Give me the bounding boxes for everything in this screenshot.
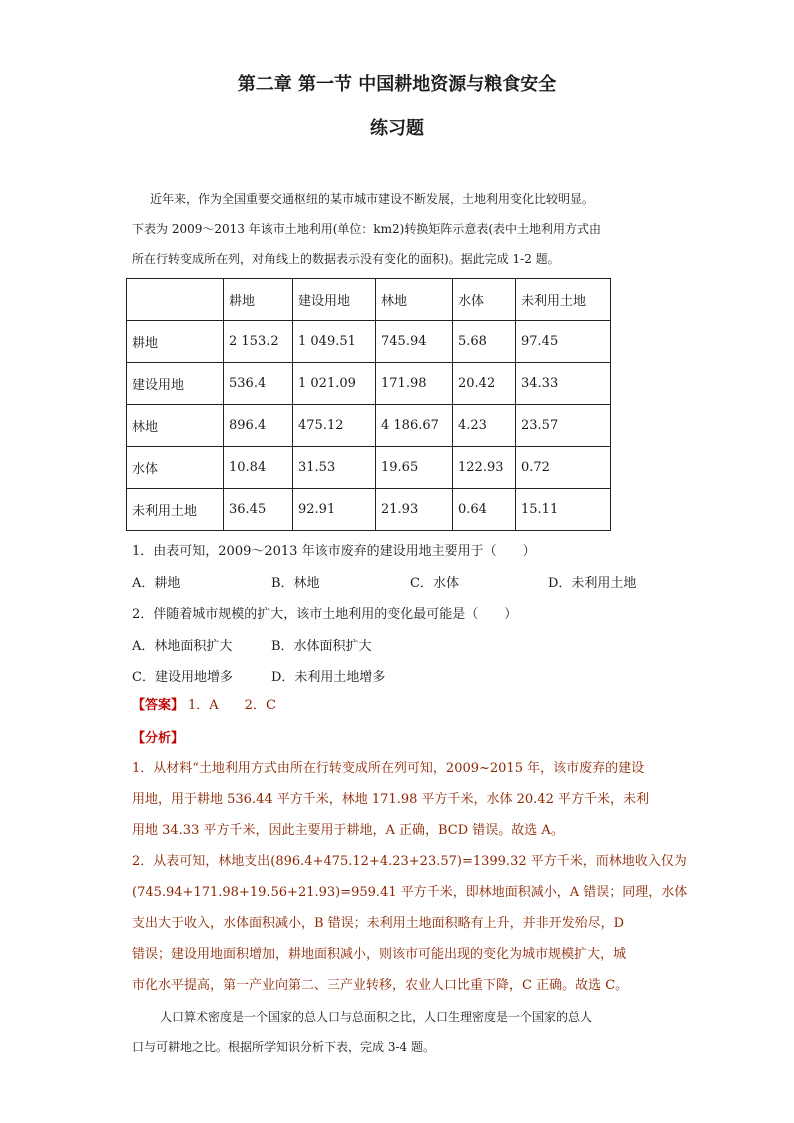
table-cell: 4.23 — [453, 405, 516, 447]
table-cell: 1 021.09 — [293, 363, 376, 405]
question-1-option-a: A．耕地 — [132, 576, 181, 591]
explanation-line: 1．从材料“土地利用方式由所在行转变成所在列可知，2009~2015 年，该市废弃的建设 — [132, 761, 645, 776]
table-header-row — [127, 279, 611, 321]
question-2-option-a: A．林地面积扩大 — [132, 639, 233, 654]
answer-value: 1．A 2．C — [188, 698, 276, 713]
table-cell: 745.94 — [376, 321, 453, 363]
density-intro-paragraph — [132, 1002, 692, 1062]
table-header-cell: 未利用土地 — [516, 279, 611, 321]
table-row — [127, 405, 611, 447]
table-row — [127, 321, 611, 363]
table-cell: 536.4 — [224, 363, 293, 405]
intro-line: 所在行转变成所在列，对角线上的数据表示没有变化的面积)。据此完成 1-2 题。 — [132, 252, 560, 266]
answer-line — [132, 694, 276, 713]
row-label-cell: 建设用地 — [127, 363, 224, 405]
table-cell: 36.45 — [224, 489, 293, 531]
table-cell: 5.68 — [453, 321, 516, 363]
table-cell: 475.12 — [293, 405, 376, 447]
question-1-option-b: B．林地 — [271, 576, 320, 591]
intro-paragraph — [132, 184, 692, 274]
paragraph-line: 口与可耕地之比。根据所学知识分析下表，完成 3-4 题。 — [132, 1040, 435, 1054]
page-subtitle: 练习题 — [370, 118, 424, 139]
explanation-line: 用地 34.33 平方千米，因此主要用于耕地，A 正确，BCD 错误。故选 A。 — [132, 823, 564, 838]
table-cell: 21.93 — [376, 489, 453, 531]
explanation-line: 支出大于收入，水体面积减小，B 错误；未利用土地面积略有上升，并非开发殆尽，D — [132, 916, 625, 931]
intro-line: 下表为 2009～2013 年该市土地利用(单位：km2)转换矩阵示意表(表中土地利用方式由 — [132, 222, 602, 236]
question-1-option-c: C．水体 — [410, 576, 459, 591]
table-cell: 23.57 — [516, 405, 611, 447]
question-1-stem: 1．由表可知，2009～2013 年该市废弃的建设用地主要用于（ ） — [132, 544, 536, 559]
page-title: 第二章 第一节 中国耕地资源与粮食安全 — [237, 74, 557, 95]
row-label-cell: 耕地 — [127, 321, 224, 363]
question-2-option-d: D．未利用土地增多 — [271, 670, 386, 685]
table-cell: 15.11 — [516, 489, 611, 531]
table-cell: 2 153.2 — [224, 321, 293, 363]
table-header-cell: 林地 — [376, 279, 453, 321]
table-cell: 896.4 — [224, 405, 293, 447]
table-cell: 122.93 — [453, 447, 516, 489]
analysis-tag: 【分析】 — [132, 731, 185, 746]
question-2-stem: 2．伴随着城市规模的扩大，该市土地利用的变化最可能是（ ） — [132, 607, 518, 622]
question-2-option-b: B．水体面积扩大 — [271, 639, 372, 654]
land-use-table — [126, 278, 611, 531]
table-header-cell — [127, 279, 224, 321]
explanation-line: 错误；建设用地面积增加，耕地面积减小，则该市可能出现的变化为城市规模扩大，城 — [132, 947, 627, 962]
row-label-cell: 未利用土地 — [127, 489, 224, 531]
explanation-line: 2．从表可知，林地支出(896.4+475.12+4.23+23.57)=1399.32 平方千米，而林地收入仅为 — [132, 854, 687, 869]
table-cell: 0.64 — [453, 489, 516, 531]
table-cell: 4 186.67 — [376, 405, 453, 447]
question-2-option-c: C．建设用地增多 — [132, 670, 233, 685]
intro-line: 近年来，作为全国重要交通枢纽的某市城市建设不断发展，土地利用变化比较明显。 — [150, 192, 595, 206]
explanation-block — [132, 753, 692, 1001]
table-header-cell: 水体 — [453, 279, 516, 321]
explanation-line: (745.94+171.98+19.56+21.93)=959.41 平方千米，即林地面积减小，A 错误；同理，水体 — [132, 885, 688, 900]
question-1-option-d: D．未利用土地 — [548, 576, 637, 591]
table-cell: 19.65 — [376, 447, 453, 489]
table-cell: 92.91 — [293, 489, 376, 531]
paragraph-line: 人口算术密度是一个国家的总人口与总面积之比，人口生理密度是一个国家的总人 — [160, 1010, 593, 1024]
answer-tag: 【答案】 — [132, 698, 185, 713]
table-row — [127, 489, 611, 531]
explanation-line: 用地，用于耕地 536.44 平方千米，林地 171.98 平方千米，水体 20.42 平方千米，未利 — [132, 792, 649, 807]
table-cell: 10.84 — [224, 447, 293, 489]
table-cell: 171.98 — [376, 363, 453, 405]
table-header-cell: 建设用地 — [293, 279, 376, 321]
table-cell: 20.42 — [453, 363, 516, 405]
explanation-line: 市化水平提高，第一产业向第二、三产业转移，农业人口比重下降，C 正确。故选 C。 — [132, 978, 629, 993]
table-cell: 97.45 — [516, 321, 611, 363]
table-row — [127, 363, 611, 405]
table-cell: 34.33 — [516, 363, 611, 405]
table-header-cell: 耕地 — [224, 279, 293, 321]
table-cell: 0.72 — [516, 447, 611, 489]
row-label-cell: 水体 — [127, 447, 224, 489]
table-cell: 31.53 — [293, 447, 376, 489]
table-row — [127, 447, 611, 489]
row-label-cell: 林地 — [127, 405, 224, 447]
table-cell: 1 049.51 — [293, 321, 376, 363]
